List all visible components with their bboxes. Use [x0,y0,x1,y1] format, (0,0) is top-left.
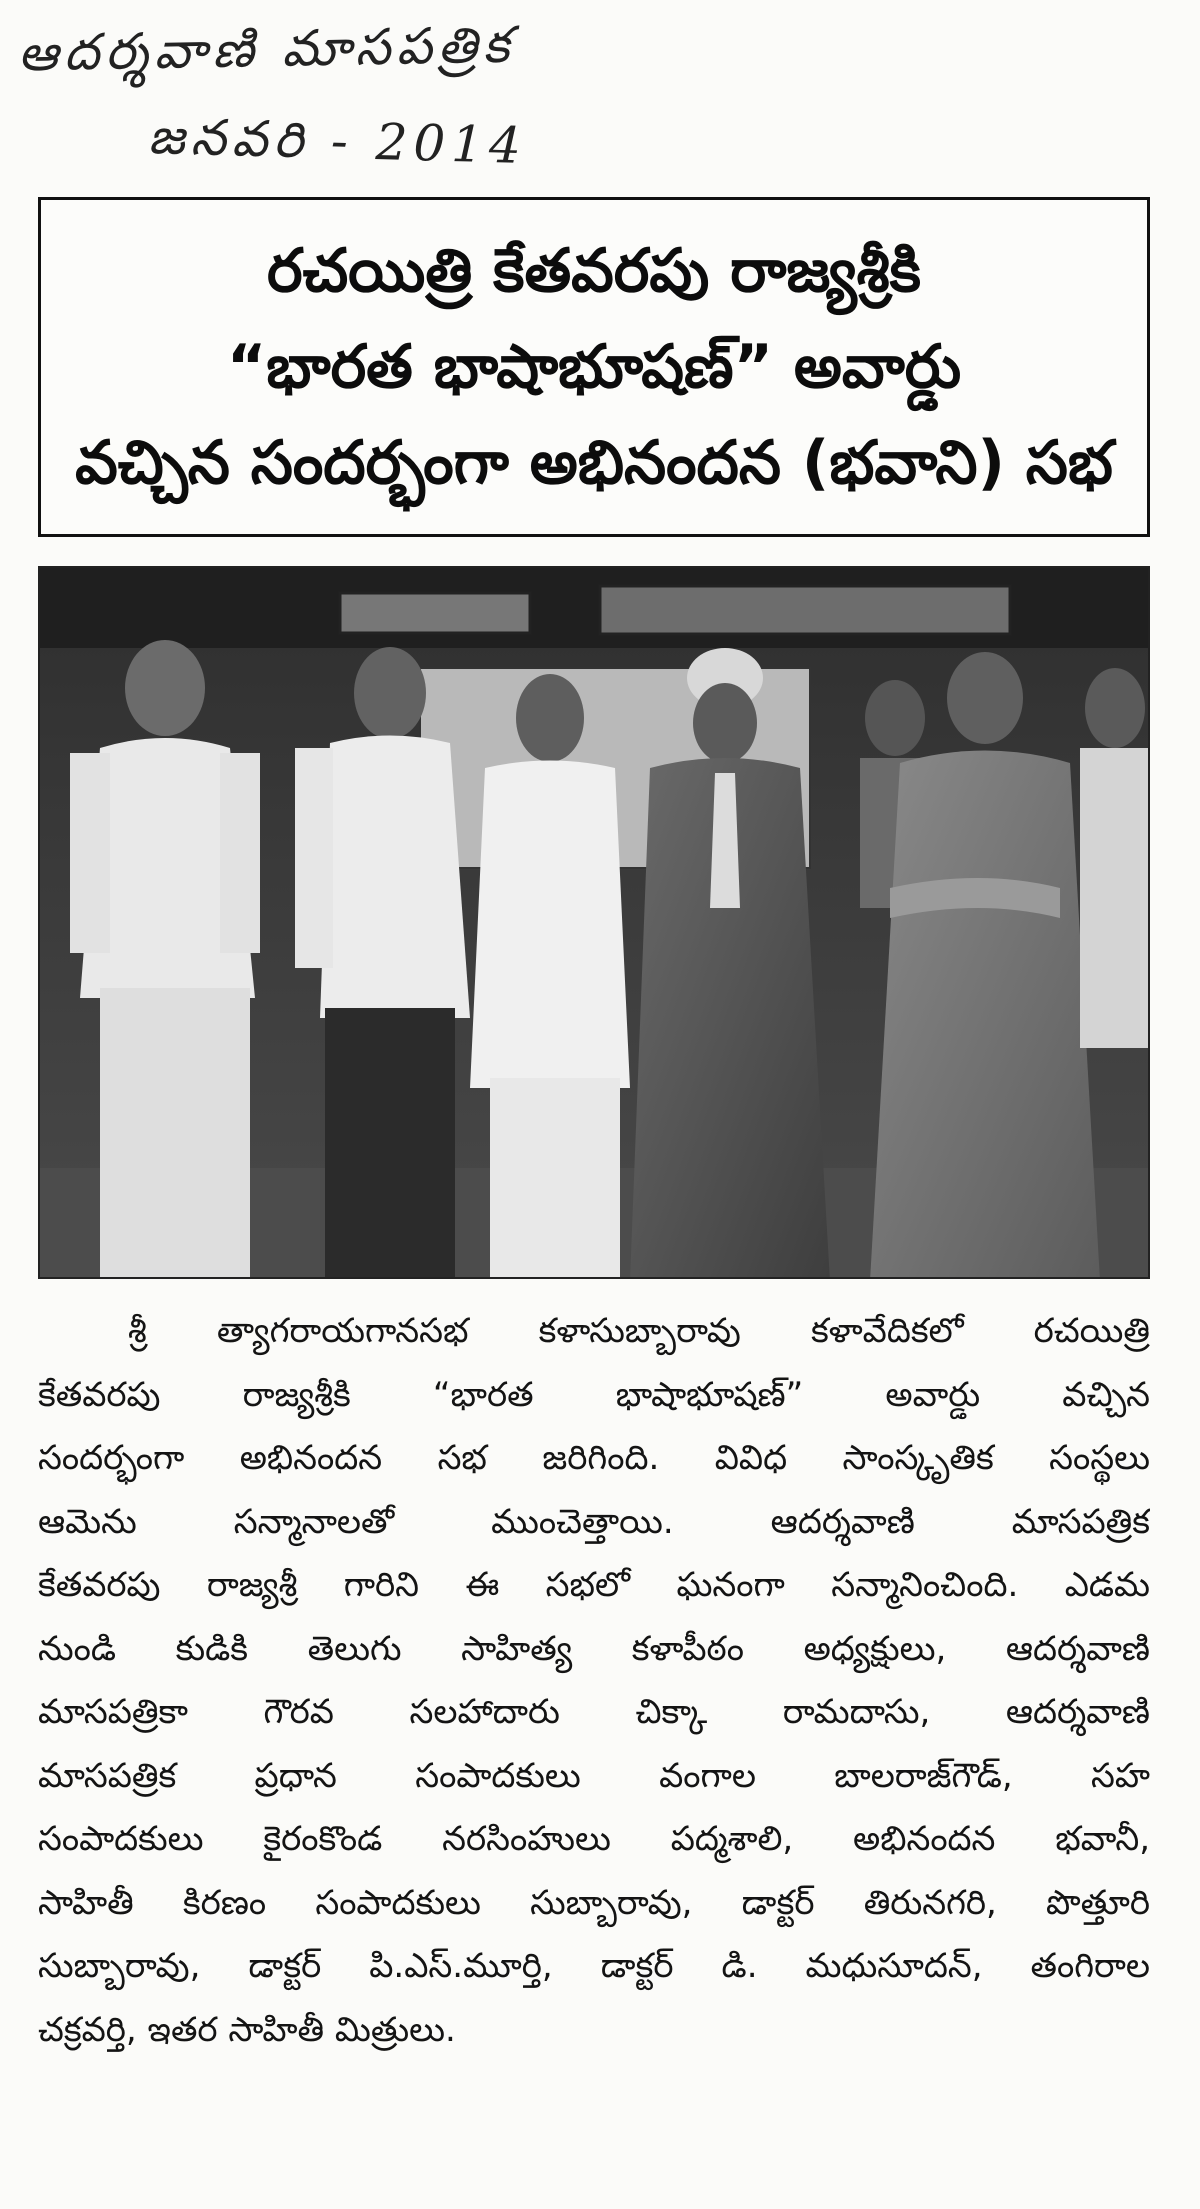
article-line: ఆమెను సన్మానాలతో ముంచెత్తాయి. ఆదర్శవాణి మాసపత్రిక [38,1501,1150,1542]
handwritten-date: జనవరి - 2014 [147,107,528,175]
handwritten-annotation [17,15,718,200]
article-line: కేతవరపు రాజ్యశ్రీ గారిని ఈ సభలో ఘనంగా సన్మానించింది. ఎడమ [38,1565,1150,1605]
handwritten-publication-name: ఆదర్శవాణి మాసపత్రిక [17,15,516,83]
article-line: చక్రవర్తి, ఇతర సాహితీ మిత్రులు. [38,2009,456,2050]
headline-line-1: రచయిత్రి కేతవరపు రాజ్యశ్రీకి [266,236,922,306]
event-photo [38,566,1150,1279]
article-line: సుబ్బారావు, డాక్టర్ పి.ఎస్.మూర్తి, డాక్టర్ డి. మధుసూదన్, తంగిరాల [38,1946,1150,1986]
person-7 [1080,668,1150,1048]
article-line: సందర్భంగా అభినందన సభ జరిగింది. వివిధ సాంస్కృతిక సంస్థలు [38,1438,1150,1478]
event-photo-illustration [40,568,1150,1279]
headline-box [38,197,1150,537]
article-line: శ్రీ త్యాగరాయగానసభ కళాసుబ్బారావు కళావేదికలో రచయిత్రి [128,1311,1150,1351]
article-body [38,1300,1150,2062]
article-line: సాహితీ కిరణం సంపాదకులు సుబ్బారావు, డాక్టర్ తిరునగరి, పొత్తూరి [38,1882,1150,1923]
article-line: నుండి కుడికి తెలుగు సాహిత్య కళాపీఠం అధ్యక్షులు, ఆదర్శవాణి [38,1628,1150,1669]
article-line: కేతవరపు రాజ్యశ్రీకి “భారత భాషాభూషణ్” అవార్డు వచ్చిన [38,1374,1150,1415]
article-line: మాసపత్రిక ప్రధాన సంపాదకులు వంగాల బాలరాజ్‌గౌడ్, సహ [38,1755,1150,1796]
headline-line-3: వచ్చిన సందర్భంగా అభినందన (భవాని) సభ [75,428,1113,498]
headline-line-2: “భారత భాషాభూషణ్” అవార్డు [226,332,962,402]
article-line: మాసపత్రికా గౌరవ సలహాదారు చిక్కా రామదాసు, ఆదర్శవాణి [38,1692,1150,1732]
article-line: సంపాదకులు కైరంకొండ నరసింహులు పద్మశాలి, అభినందన భవానీ, [38,1819,1150,1859]
